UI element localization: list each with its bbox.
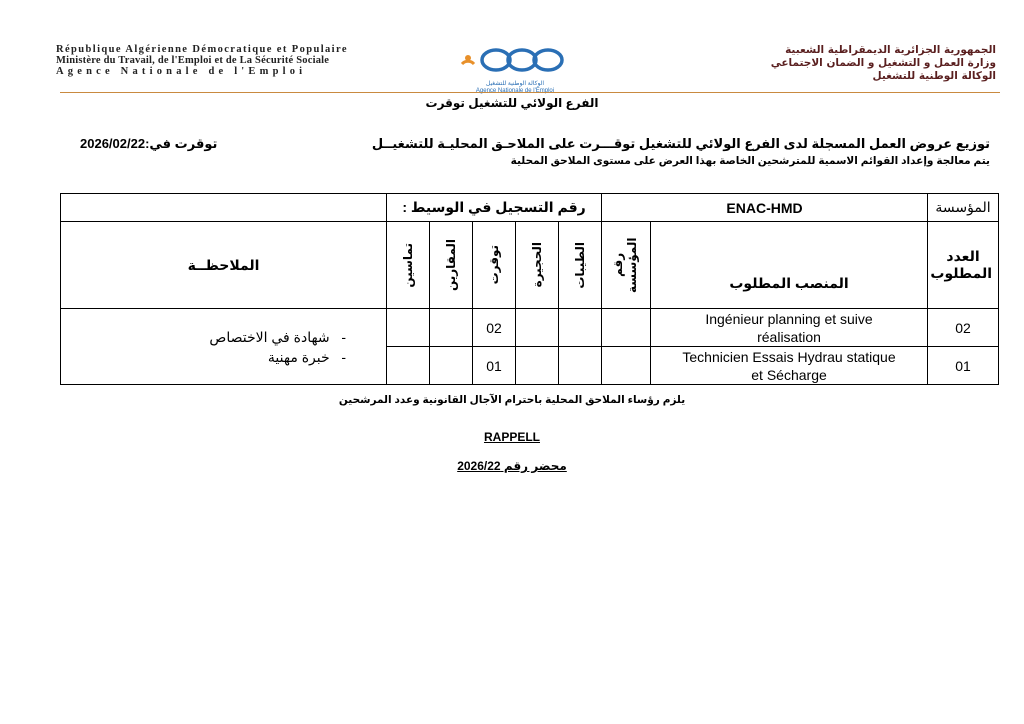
institution-value: ENAC-HMD <box>602 194 928 222</box>
col-temacine: تماسين <box>401 242 415 288</box>
registration-label: رقم التسجيل في الوسيط : <box>387 194 602 222</box>
agency-logo-icon <box>452 46 578 76</box>
cell-hajira <box>516 347 559 385</box>
col-touggourt-cell <box>473 222 516 309</box>
header-arabic-line-1: الجمهورية الجزائرية الديمقراطية الشعبية <box>785 44 996 56</box>
col-position: المنصب المطلوب <box>651 222 928 309</box>
cell-tibbat <box>559 347 602 385</box>
table-row <box>61 309 999 347</box>
col-institution-no-cell <box>602 222 651 309</box>
cell-count: 01 <box>928 347 999 385</box>
date-line <box>80 136 217 152</box>
col-temacine-cell <box>387 222 430 309</box>
job-offers-table <box>60 193 999 385</box>
cell-megarine <box>430 309 473 347</box>
col-institution-no: رقم المؤسسة <box>611 237 640 293</box>
column-header-row <box>61 222 999 309</box>
col-megarine-cell <box>430 222 473 309</box>
cell-tibbat <box>559 309 602 347</box>
col-remark: الملاحظــة <box>61 222 387 309</box>
col-touggourt: توقرت <box>487 245 501 285</box>
document-subtitle: يتم معالجة وإعداد القوائم الاسمية للمترشحين الخاصة بهذا العرض على مستوى الملاحق المحلية <box>510 155 990 167</box>
remark-item: - خبرة مهنية <box>267 348 346 365</box>
cell-touggourt: 01 <box>473 347 516 385</box>
header-french-line-3: Agence Nationale de l'Emploi <box>56 66 307 77</box>
cell-count: 02 <box>928 309 999 347</box>
header-french-line-2: Ministère du Travail, de l'Emploi et de La Sécurité Sociale <box>56 55 330 66</box>
cell-institution-no <box>602 309 651 347</box>
cell-megarine <box>430 347 473 385</box>
date-label: توقرت في: <box>145 136 218 151</box>
rappel-label: RAPPELL <box>483 430 540 444</box>
remark-text: شهادة في الاختصاص <box>209 328 330 345</box>
header-french <box>56 44 348 77</box>
date-value: 2026/02/22 <box>80 136 146 151</box>
header-rule <box>60 92 1000 93</box>
header-arabic <box>596 44 996 83</box>
empty-cell <box>61 194 387 222</box>
cell-temacine <box>387 347 430 385</box>
cell-temacine <box>387 309 430 347</box>
table-header-row <box>61 194 999 222</box>
remark-cell <box>61 309 387 385</box>
cell-hajira <box>516 309 559 347</box>
minutes-number: محضر رقم 2026/22 <box>457 459 567 473</box>
institution-label: المؤسسة <box>928 194 999 222</box>
col-tibbat: الطيبات <box>573 241 587 289</box>
document-title: توزيع عروض العمل المسجلة لدى الفرع الولائي للتشغيل توقـــرت على الملاحـق المحليـة للتشغيــل <box>371 136 990 151</box>
logo-caption-ar: الوكالة الوطنية للتشغيل <box>485 81 545 87</box>
header-arabic-line-2: وزارة العمل و التشغيل و الضمان الاجتماعي <box>770 57 996 69</box>
remark-text: خبرة مهنية <box>267 348 330 365</box>
cell-position: Ingénieur planning et suive réalisation <box>651 309 928 347</box>
remark-item: - شهادة في الاختصاص <box>209 328 346 345</box>
branch-title: الفرع الولائي للتشغيل توقرت <box>425 96 599 110</box>
agency-logo <box>452 46 578 94</box>
col-hajira: الحجيرة <box>530 242 544 288</box>
header-arabic-line-3: الوكالة الوطنية للتشغيل <box>872 70 996 82</box>
col-count-required: العدد المطلوب <box>928 222 999 309</box>
logo-caption-fr: Agence Nationale de l'Emploi <box>475 88 555 94</box>
cell-institution-no <box>602 347 651 385</box>
col-hajira-cell <box>516 222 559 309</box>
col-tibbat-cell <box>559 222 602 309</box>
cell-touggourt: 02 <box>473 309 516 347</box>
col-megarine: المقارين <box>444 238 458 292</box>
deadline-note: يلزم رؤساء الملاحق المحلية باحترام الآجال القانونية وعدد المرشحين <box>338 394 686 406</box>
cell-position: Technicien Essais Hydrau statique et Sécharge <box>651 347 928 385</box>
header-french-line-1: République Algérienne Démocratique et Populaire <box>56 44 348 55</box>
